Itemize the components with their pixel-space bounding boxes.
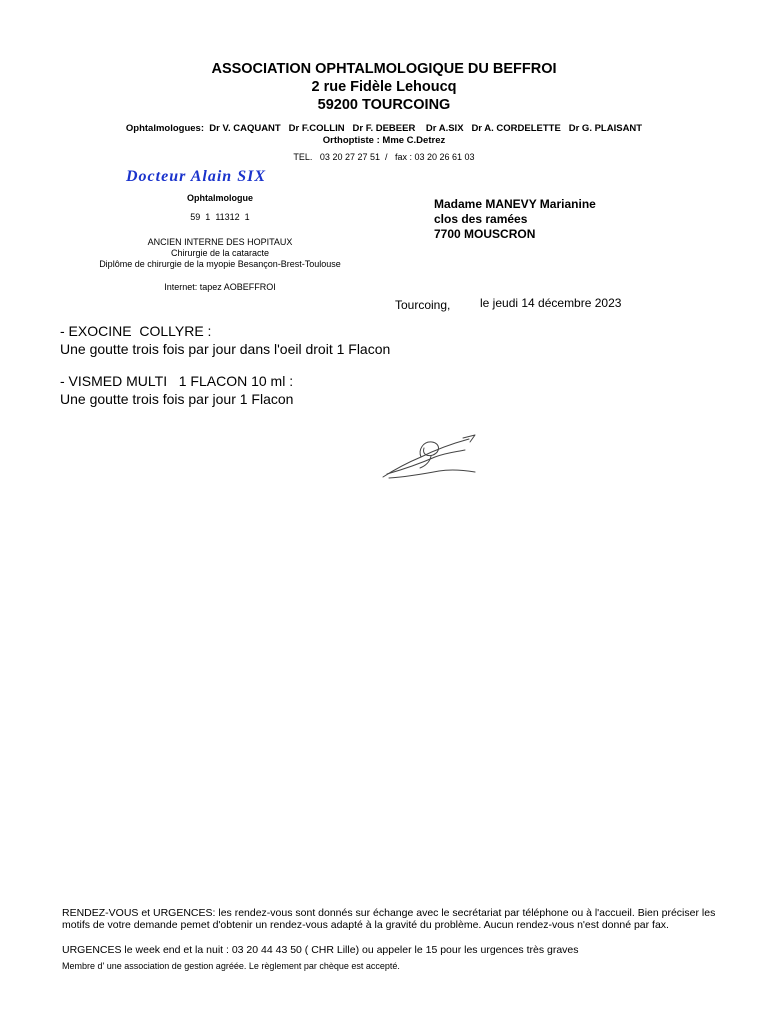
doctor-code: 59 1 11312 1 <box>190 212 250 222</box>
prescription-instructions: Une goutte trois fois par jour 1 Flacon <box>60 391 294 407</box>
doctor-credential: Diplôme de chirurgie de la myopie Besançon-Brest-Toulouse <box>99 259 341 269</box>
internet-info: Internet: tapez AOBEFFROI <box>164 282 276 292</box>
recipient-name: Madame MANEVY Marianine <box>434 197 596 211</box>
prescription-instructions: Une goutte trois fois par jour dans l'oeil droit 1 Flacon <box>60 341 391 357</box>
organization-street: 2 rue Fidèle Lehoucq <box>311 79 457 95</box>
recipient-street: clos des ramées <box>434 212 528 226</box>
organization-city: 59200 TOURCOING <box>317 97 451 113</box>
footer-payment: Membre d' une association de gestion agréée. Le règlement par chèque est accepté. <box>62 961 400 971</box>
prescription-title: - VISMED MULTI 1 FLACON 10 ml : <box>60 373 294 389</box>
contact-line: TEL. 03 20 27 27 51 / fax : 03 20 26 61 03 <box>293 152 475 162</box>
doctor-credential: Chirurgie de la cataracte <box>170 248 270 258</box>
footer-appointments: RENDEZ-VOUS et URGENCES: les rendez-vous sont donnés sur échange avec le secrétariat par téléphone ou à l'accueil. Bien préciser les motifs de votre demande pemet d'obtenir un rendez-vous adapté à la gravité du problème. Aucun rendez-vous n'est donné par fax. <box>62 907 716 931</box>
prescription-title: - EXOCINE COLLYRE : <box>60 323 212 339</box>
orthoptist-line: Orthoptiste : Mme C.Detrez <box>322 135 446 146</box>
doctor-credential: ANCIEN INTERNE DES HOPITAUX <box>147 237 293 247</box>
recipient-city: 7700 MOUSCRON <box>434 227 536 241</box>
doctor-specialty: Ophtalmologue <box>187 193 253 203</box>
letter-place: Tourcoing, <box>395 298 451 312</box>
organization-name: ASSOCIATION OPHTALMOLOGIQUE DU BEFFROI <box>211 61 557 77</box>
footer-urgent: URGENCES le week end et la nuit : 03 20 44 43 50 ( CHR Lille) ou appeler le 15 pour les urgences très graves <box>62 944 579 956</box>
letter-date: le jeudi 14 décembre 2023 <box>480 296 622 310</box>
doctors-list: Ophtalmologues: Dr V. CAQUANT Dr F.COLLIN Dr F. DEBEER Dr A.SIX Dr A. CORDELETTE Dr G. PLAISANT <box>125 123 643 134</box>
doctor-name: Docteur Alain SIX <box>126 168 266 185</box>
signature <box>375 430 485 485</box>
